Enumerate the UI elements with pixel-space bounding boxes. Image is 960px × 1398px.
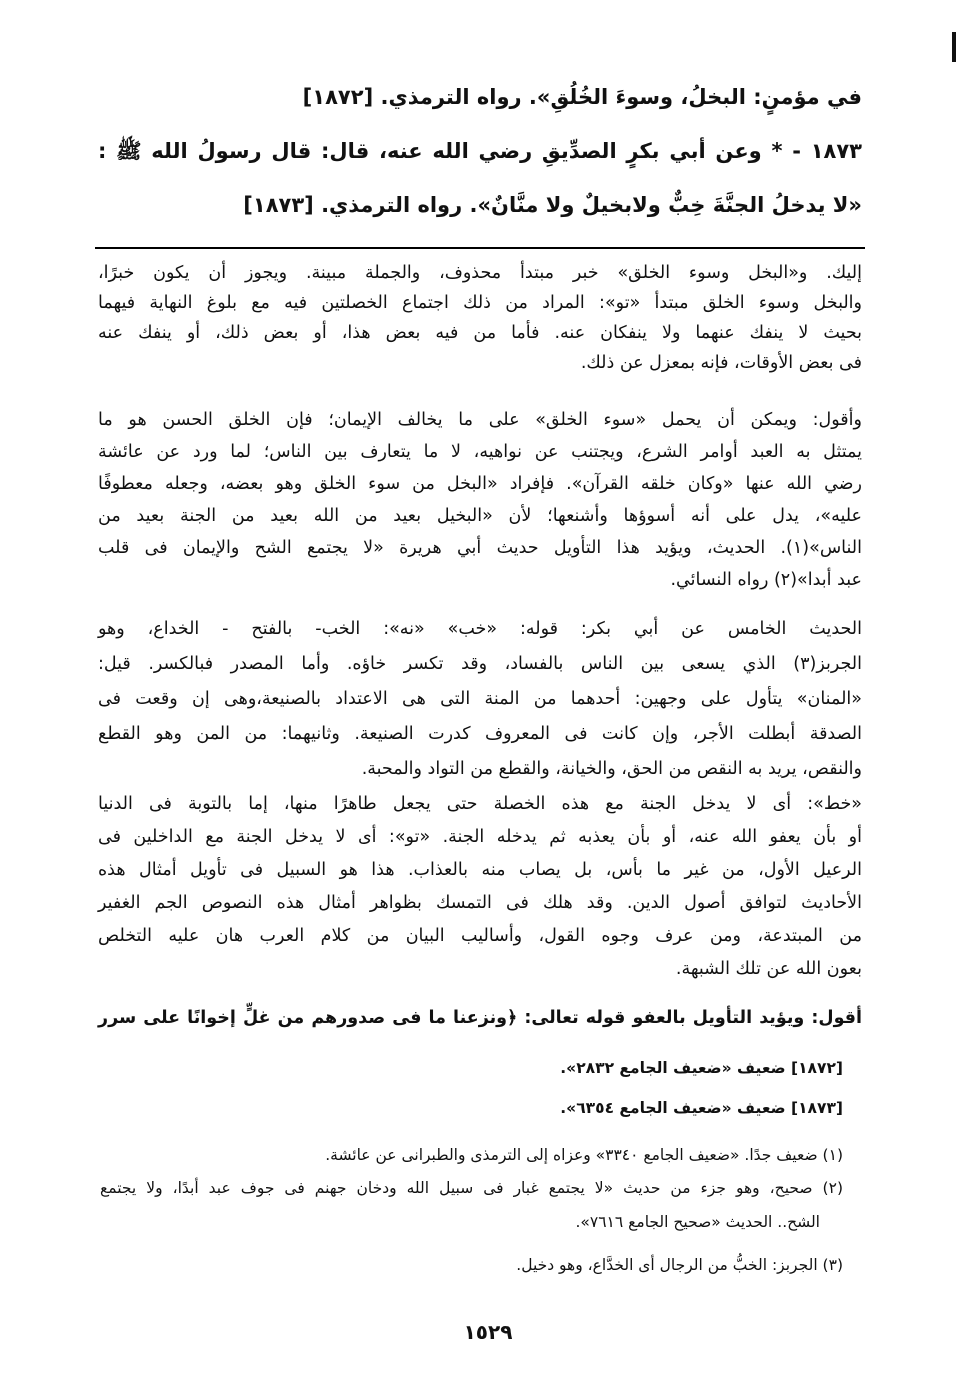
footnote-line: (٢) صحيح، وهو جزء من حديث «لا يجتمع غبار فى سبيل الله ودخان جهنم فى جوف عبد أبدًا، ولا يجتمع	[100, 1179, 843, 1197]
hadith-line: «لا يدخلُ الجنَّةَ خِبٌّ ولابخيلٌ ولا منَّانٌ». رواه الترمذي. [١٨٧٣]	[243, 193, 862, 217]
footnote-grading	[100, 1094, 843, 1122]
commentary-line: الناس»(١). الحديث، ويؤيد هذا التأويل حديث أبي هريرة «لا يجتمع الشح والإيمان فى قلب	[98, 538, 862, 558]
commentary-line: بحيث لا ينفك عنهما ولا ينفكان عنه. فأما من فيه بعض هذا، أو بعض ذلك، أو ينفك عنه	[98, 323, 862, 343]
scan-edge-mark	[952, 32, 956, 62]
section-divider	[95, 247, 865, 249]
footnote	[100, 1141, 843, 1169]
commentary-line: والنقص، يريد به النقص من الحق، والخيانة، والقطع من التواد والمحبة.	[361, 759, 862, 779]
commentary-line: عبد أبدا»(٢) رواه النسائي.	[670, 570, 862, 590]
footnote-line: (١) ضعيف جدًا. «ضعيف الجامع ٣٣٤٠» وعزاه إلى الترمذى والطبرانى عن عائشة.	[325, 1146, 843, 1164]
commentary-paragraph	[98, 258, 862, 378]
commentary-line: الرعيل الأول، من غير ما بأس، بل يصاب منه بالعذاب. هذا هو السبيل فى تأويل أمثال هذه	[98, 860, 862, 880]
commentary-line: الصدقة أبطلت الأجر، وإن كانت فى المعروف كدرت الصنيعة. وثانيهما: من المن وهو القطع	[98, 724, 862, 744]
commentary-line: «خط»: أى لا يدخل الجنة مع هذه الخصلة حتى يجعل طاهرًا منها، إما بالتوبة فى الدنيا	[98, 794, 862, 814]
hadith-line: ١٨٧٣ - * وعن أبي بكرٍ الصدِّيقِ رضي الله عنه، قال: قال رسولُ الله ﷺ :	[98, 139, 862, 163]
commentary-line: أو بأن يعفو الله عنه، أو بأن يعذبه ثم يدخله الجنة. «تو»: أى لا يدخل الجنة مع الداخلين فى	[98, 827, 862, 847]
footnote-grading	[100, 1054, 843, 1082]
commentary-line: والبخل وسوء الخلق مبتدأ «تو»: المراد من ذلك اجتماع الخصلتين فيه مع بلوغ النهاية فيهما	[98, 293, 862, 313]
commentary-paragraph	[98, 404, 862, 596]
commentary-paragraph	[98, 788, 862, 986]
hadith-text	[98, 70, 862, 232]
commentary-line: الحديث الخامس عن أبي بكر: قوله: «خب» «نه»: الخب- بالفتح - الخداع، وهو	[98, 619, 862, 639]
page-number: ١٥٢٩	[463, 1320, 513, 1344]
commentary-line: أقول: ويؤيد التأويل بالعفو قوله تعالى: ﴿ونزعنا ما فى صدورهم من غلٍّ إخوانًا على سرر	[98, 1008, 862, 1028]
commentary-line: «المنان» يتأول على وجهين: أحدهما من المنة التى هى الاعتداد بالصنيعة،وهى إن وقعت فى	[98, 689, 862, 709]
hadith-line: في مؤمنٍ: البخلُ، وسوءَ الخُلُقِ». رواه الترمذي. [١٨٧٢]	[302, 85, 862, 109]
commentary-line: الأحاديث لتوافق أصول الدين. وقد هلك فى التمسك بظواهر أمثال هذه النصوص الجم الغفير	[98, 893, 862, 913]
commentary-line: إليك. و«البخل وسوء الخلق» خبر مبتدأ محذوف، والجملة مبينة. ويجوز أن يكون خبرًا،	[98, 263, 862, 283]
footnote-line: (٣) الجربز: الخبُّ من الرجال أى الخدَّاع، وهو دخيل.	[516, 1256, 843, 1274]
footnote-line: الشح.. الحديث «صحيح الجامع ٧٦١٦».	[575, 1213, 820, 1231]
commentary-line: وأقول: ويمكن أن يحمل «سوء الخلق» على ما يخالف الإيمان؛ فإن الخلق الحسن هو ما	[98, 410, 862, 430]
commentary-paragraph	[98, 1002, 862, 1034]
commentary-line: رضي الله عنها «وكان خلقه القرآن». فإفراد «البخل من سوء الخلق وهو بعضه، وجعله معطوفًا	[98, 474, 862, 494]
commentary-line: عليه»، يدل على أنه أسوؤها وأشنعها؛ لأن «البخيل بعيد من الله بعيد من الجنة بعيد من	[98, 506, 862, 526]
commentary-line: بعون الله عن تلك الشبهة.	[675, 959, 862, 979]
commentary-line: فى بعض الأوقات، فإنه بمعزل عن ذلك.	[580, 353, 862, 373]
footnote	[100, 1251, 843, 1279]
commentary-line: الجربز(٣) الذي يسعى بين الناس بالفساد، وقد تكسر خاؤه. وأما المصدر فبالكسر. قيل:	[98, 654, 862, 674]
commentary-paragraph	[98, 612, 862, 787]
footnote-continuation	[100, 1208, 820, 1236]
commentary-line: يمتثل به العبد أوامر الشرع، ويجتنب عن نواهيه، لا ما يتعارف بين الناس؛ لما ورد عن عائشة	[98, 442, 862, 462]
footnote-line: [١٨٧٢] ضعيف «ضعيف الجامع ٢٨٣٢».	[560, 1059, 843, 1077]
footnote	[100, 1174, 843, 1202]
commentary-line: من المبتدعة، ومن عرف وجوه القول، وأساليب البيان من كلام العرب هان عليه التخلص	[98, 926, 862, 946]
footnote-line: [١٨٧٣] ضعيف «ضعيف الجامع ٦٣٥٤».	[560, 1099, 843, 1117]
